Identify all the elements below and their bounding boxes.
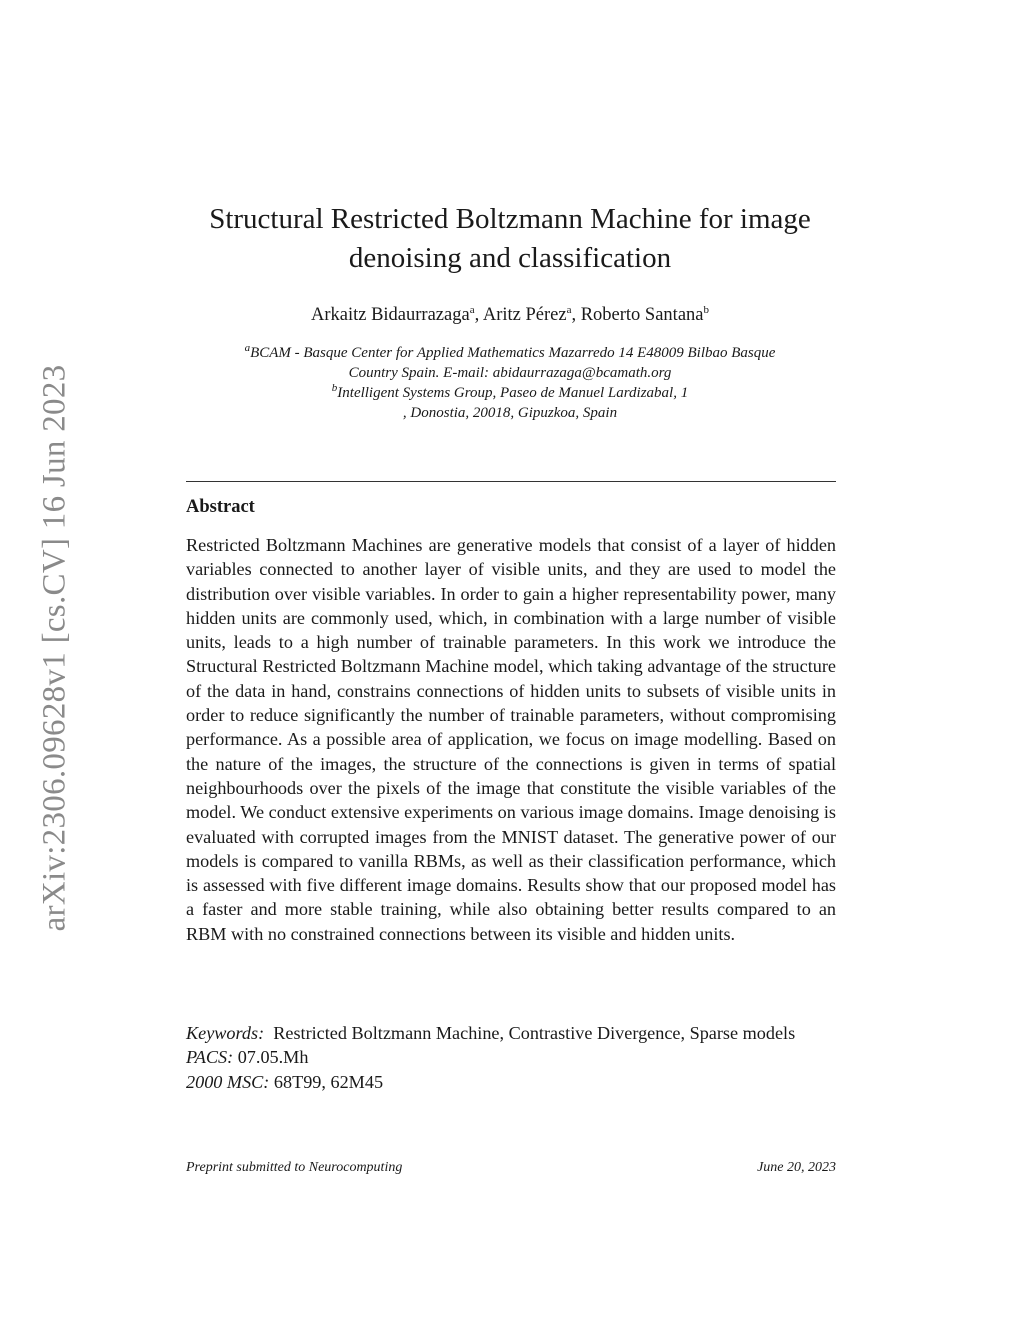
msc-label: 2000 MSC: [186, 1071, 270, 1092]
paper-title [150, 200, 870, 278]
author-name: Arkaitz Bidaurrazaga [310, 305, 470, 325]
affiliation-a-line-1: $^a$BCAM - Basque Center for Applied Mathematics Mazarredo 14 E48009 Bilbao Basque [244, 342, 776, 361]
footer-date: June 20, 2023 [757, 1160, 836, 1175]
keywords-value: Restricted Boltzmann Machine, Contrastive Divergence, Sparse models [273, 1023, 796, 1043]
footer-submission: Preprint submitted to Neurocomputing [186, 1160, 403, 1175]
author-name: Roberto Santana [580, 305, 704, 325]
affiliation-a-line-2: Country Spain. E-mail: abidaurrazaga@bcamath.org [348, 365, 672, 381]
msc-line [186, 1070, 836, 1094]
page-footer [186, 1160, 836, 1176]
keywords-label: Keywords: [186, 1023, 265, 1043]
affiliation-b-line-2: , Donostia, 20018, Gipuzkoa, Spain [402, 405, 618, 421]
abstract-heading: Abstract [186, 497, 255, 517]
affiliations [150, 343, 870, 423]
author-affil-mark: b [703, 303, 709, 316]
author-name: Aritz Pérez [482, 305, 567, 325]
pacs-value: 07.05.Mh [237, 1047, 309, 1068]
affiliation-b-line-1: $^b$Intelligent Systems Group, Paseo de Manuel Lardizabal, 1 [331, 382, 689, 401]
author-affil-mark: a [566, 303, 572, 316]
title-line-2: denoising and classification [348, 242, 672, 274]
keywords-line [186, 1021, 836, 1045]
pacs-label: PACS: [186, 1047, 234, 1068]
pacs-line [186, 1045, 836, 1069]
author-separator: , [474, 305, 483, 325]
msc-value: 68T99, 62M45 [273, 1071, 384, 1092]
paper-metadata [186, 1021, 836, 1094]
affiliation-mark-b: b [331, 382, 338, 394]
horizontal-rule [186, 481, 836, 482]
arxiv-stamp: arXiv:2306.09628v1 [cs.CV] 16 Jun 2023 [36, 364, 73, 932]
title-line-1: Structural Restricted Boltzmann Machine for image [209, 203, 811, 235]
author-separator: , [571, 305, 581, 325]
author-list [150, 302, 870, 328]
abstract-body: Restricted Boltzmann Machines are generative models that consist of a layer of hidden variables connected to another layer of visible units, and they are used to model the distribution over visible variables. In order to gain a higher representability power, many hidden units are commonly used, which, in combination with a large number of visible units, leads to a high number of trainable parameters. In this work we introduce the Structural Restricted Boltzmann Machine model, which taking advantage of the structure of the data in hand, constrains connections of hidden units to subsets of visible units in order to reduce significantly the number of trainable parameters, without compromising performance. As a possible area of application, we focus on image modelling. Based on the nature of the images, the structure of the connections is given in terms of spatial neighbourhoods over the pixels of the image that constitute the visible variables of the model. We conduct extensive experiments on various image domains. Image denoising is evaluated with corrupted images from the MNIST dataset. The generative power of our models is compared to vanilla RBMs, as well as their classification performance, which is assessed with five different image domains. Results show that our proposed model has a faster and more stable training, while also obtaining better results compared to an RBM with no constrained connections between its visible and hidden units. [186, 535, 836, 944]
author-affil-mark: a [469, 303, 475, 316]
affiliation-mark-a: a [244, 342, 251, 354]
